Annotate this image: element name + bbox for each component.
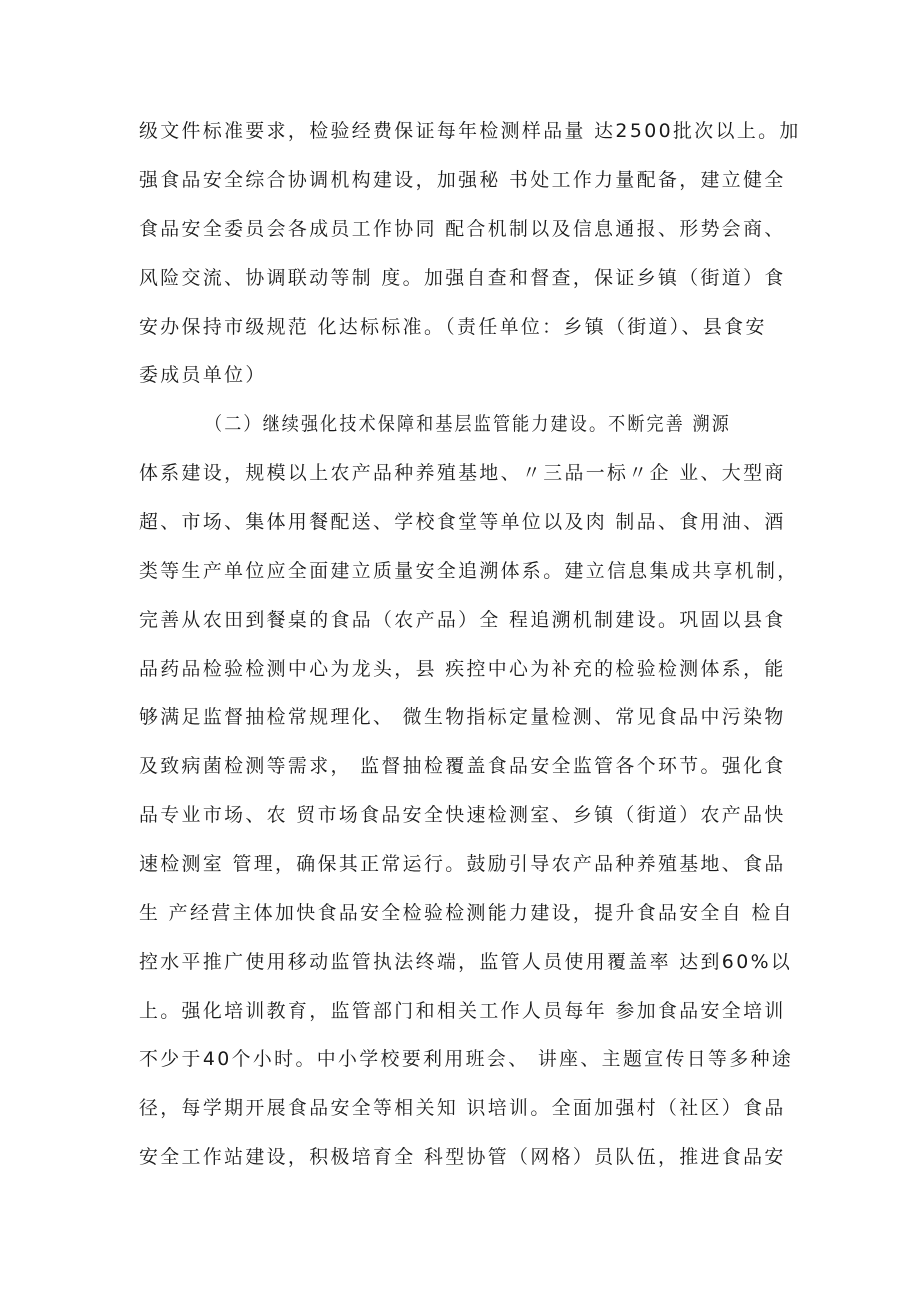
text-line: 强食品安全综合协调机构建设，加强秘 书处工作力量配备，建立健全 xyxy=(139,169,786,191)
text-line: 速检测室 管理，确保其正常运行。鼓励引导农产品种养殖基地、食品 xyxy=(139,853,786,875)
text-line: 风险交流、协调联动等制 度。加强自查和督查，保证乡镇（街道）食 xyxy=(139,267,786,289)
text-line: 食品安全委员会各成员工作协同 配合机制以及信息通报、形势会商、 xyxy=(139,218,786,240)
text-line: 控水平推广使用移动监管执法终端，监管人员使用覆盖率 达到60%以 xyxy=(139,951,793,973)
text-line: 不少于40个小时。中小学校要利用班会、 讲座、主题宣传日等多种途 xyxy=(139,1048,794,1070)
text-line: 及致病菌检测等需求， 监督抽检覆盖食品安全监管各个环节。强化食 xyxy=(139,755,786,777)
text-line: 完善从农田到餐桌的食品（农产品）全 程追溯机制建设。巩固以县食 xyxy=(139,609,786,631)
text-line: 上。强化培训教育，监管部门和相关工作人员每年 参加食品安全培训 xyxy=(139,1000,786,1022)
text-line: 委成员单位） xyxy=(139,364,267,386)
text-line: 品专业市场、农 贸市场食品安全快速检测室、乡镇（街道）农产品快 xyxy=(139,804,786,826)
text-line: 生 产经营主体加快食品安全检验检测能力建设，提升食品安全自 检自 xyxy=(139,902,795,924)
text-line: 级文件标准要求，检验经费保证每年检测样品量 达2500批次以上。加 xyxy=(139,120,801,142)
text-line: 够满足监督抽检常规理化、 微生物指标定量检测、常见食品中污染物 xyxy=(139,706,786,728)
text-line: 类等生产单位应全面建立质量安全追溯体系。建立信息集成共享机制， xyxy=(139,560,799,582)
text-line: （二）继续强化技术保障和基层监管能力建设。不断完善 溯源 xyxy=(205,413,731,435)
text-line: 安全工作站建设，积极培育全 科型协管（网格）员队伍，推进食品安 xyxy=(139,1146,786,1168)
text-line: 超、市场、集体用餐配送、学校食堂等单位以及肉 制品、食用油、酒 xyxy=(139,511,786,533)
text-line: 径，每学期开展食品安全等相关知 识培训。全面加强村（社区）食品 xyxy=(139,1097,786,1119)
text-line: 体系建设，规模以上农产品种养殖基地、〃三品一标〃企 业、大型商 xyxy=(139,462,786,484)
text-line: 品药品检验检测中心为龙头，县 疾控中心为补充的检验检测体系，能 xyxy=(139,658,786,680)
text-line: 安办保持市级规范 化达标标准。（责任单位：乡镇（街道）、县食安 xyxy=(139,316,767,338)
